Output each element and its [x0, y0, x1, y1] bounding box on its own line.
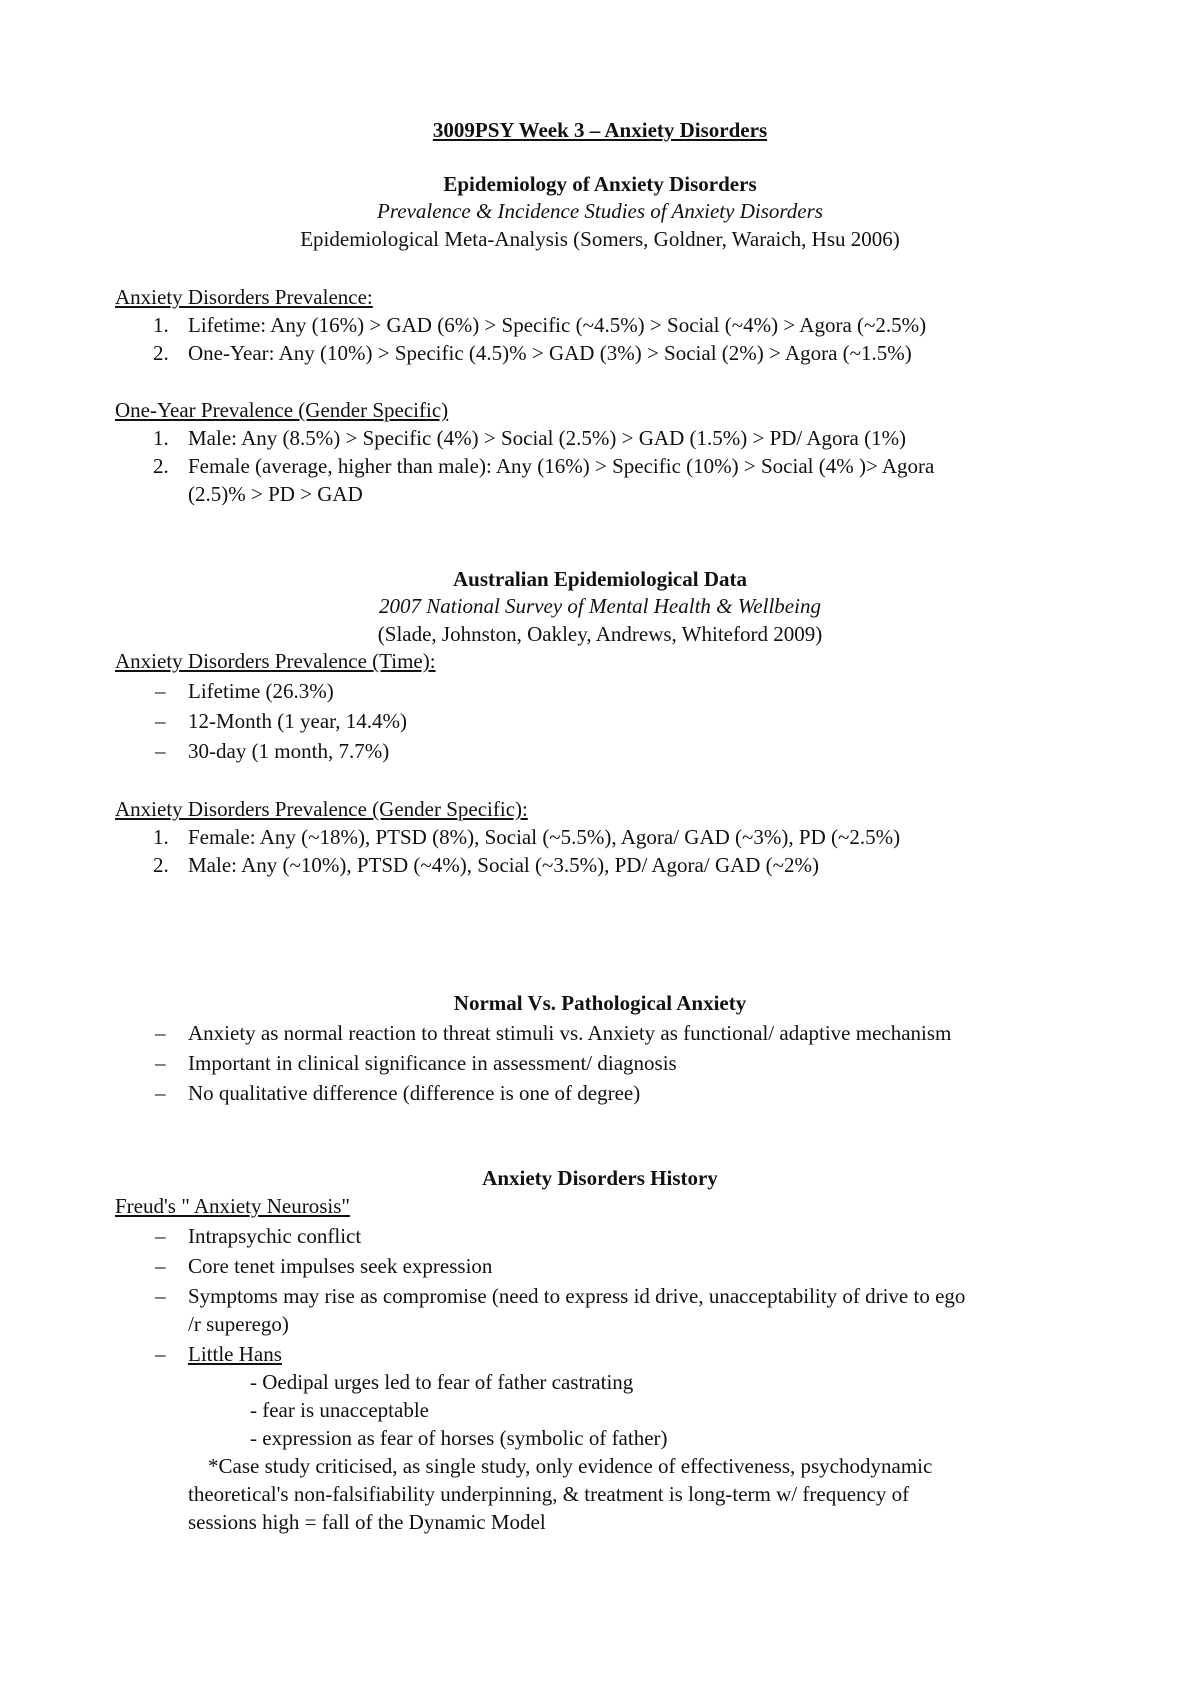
sub-item: - Oedipal urges led to fear of father castrating	[250, 1370, 634, 1394]
list-number: 1.	[153, 426, 169, 450]
list-number: 1.	[153, 313, 169, 337]
list-number: 2.	[153, 454, 169, 478]
epi-source: Epidemiological Meta-Analysis (Somers, Goldner, Waraich, Hsu 2006)	[300, 227, 900, 251]
list-item: One-Year: Any (10%) > Specific (4.5)% > GAD (3%) > Social (2%) > Agora (~1.5%)	[188, 341, 912, 365]
aus-heading: Australian Epidemiological Data	[452, 567, 747, 591]
list-item-continuation: /r superego)	[188, 1312, 289, 1336]
bullet-dash: –	[155, 679, 166, 703]
bullet-dash: –	[155, 1224, 166, 1248]
list-number: 1.	[153, 825, 169, 849]
note-line: sessions high = fall of the Dynamic Model	[188, 1510, 546, 1534]
epi-gender-label: One-Year Prevalence (Gender Specific)	[115, 398, 449, 422]
list-item: Anxiety as normal reaction to threat stimuli vs. Anxiety as functional/ adaptive mechanism	[188, 1021, 952, 1045]
aus-source: (Slade, Johnston, Oakley, Andrews, Whiteford 2009)	[377, 622, 823, 646]
little-hans-label: Little Hans	[188, 1342, 282, 1366]
list-item: No qualitative difference (difference is one of degree)	[188, 1081, 641, 1105]
note-line: theoretical's non-falsifiability underpinning, & treatment is long-term w/ frequency of	[188, 1482, 910, 1506]
bullet-dash: –	[155, 1284, 166, 1308]
bullet-dash: –	[155, 1254, 166, 1278]
list-item: Male: Any (~10%), PTSD (~4%), Social (~3.5%), PD/ Agora/ GAD (~2%)	[188, 853, 820, 877]
list-number: 2.	[153, 341, 169, 365]
freud-label: Freud's " Anxiety Neurosis"	[115, 1194, 350, 1218]
list-item: Core tenet impulses seek expression	[188, 1254, 493, 1278]
list-item: Female: Any (~18%), PTSD (8%), Social (~5.5%), Agora/ GAD (~3%), PD (~2.5%)	[188, 825, 901, 849]
epi-subheading: Prevalence & Incidence Studies of Anxiety Disorders	[377, 199, 823, 223]
list-item: Intrapsychic conflict	[188, 1224, 362, 1248]
note-line: *Case study criticised, as single study, only evidence of effectiveness, psychodynamic	[208, 1454, 933, 1478]
sub-item: - expression as fear of horses (symbolic of father)	[250, 1426, 668, 1450]
list-item: Lifetime: Any (16%) > GAD (6%) > Specific (~4.5%) > Social (~4%) > Agora (~2.5%)	[188, 313, 927, 337]
aus-subheading: 2007 National Survey of Mental Health & Wellbeing	[379, 594, 821, 618]
list-item: 12-Month (1 year, 14.4%)	[188, 709, 408, 733]
list-item: Female (average, higher than male): Any (16%) > Specific (10%) > Social (4% )> Agora	[188, 454, 935, 478]
bullet-dash: –	[155, 1021, 166, 1045]
sub-item: - fear is unacceptable	[250, 1398, 429, 1422]
normal-heading: Normal Vs. Pathological Anxiety	[453, 991, 747, 1015]
bullet-dash: –	[155, 1051, 166, 1075]
list-item: Lifetime (26.3%)	[188, 679, 334, 703]
list-item-continuation: (2.5)% > PD > GAD	[188, 482, 363, 506]
list-number: 2.	[153, 853, 169, 877]
bullet-dash: –	[155, 1342, 166, 1366]
bullet-dash: –	[155, 709, 166, 733]
bullet-dash: –	[155, 1081, 166, 1105]
list-item: Symptoms may rise as compromise (need to express id drive, unacceptability of drive to ego	[188, 1284, 966, 1308]
bullet-dash: –	[155, 739, 166, 763]
epi-prevalence-label: Anxiety Disorders Prevalence:	[115, 285, 373, 309]
document-title: 3009PSY Week 3 – Anxiety Disorders	[432, 118, 768, 142]
epi-heading: Epidemiology of Anxiety Disorders	[443, 172, 757, 196]
aus-gender-label: Anxiety Disorders Prevalence (Gender Specific):	[115, 797, 528, 821]
history-heading: Anxiety Disorders History	[482, 1166, 718, 1190]
list-item: Male: Any (8.5%) > Specific (4%) > Social (2.5%) > GAD (1.5%) > PD/ Agora (1%)	[188, 426, 907, 450]
aus-time-label: Anxiety Disorders Prevalence (Time):	[115, 649, 436, 673]
list-item: Important in clinical significance in assessment/ diagnosis	[188, 1051, 677, 1075]
list-item: 30-day (1 month, 7.7%)	[188, 739, 390, 763]
